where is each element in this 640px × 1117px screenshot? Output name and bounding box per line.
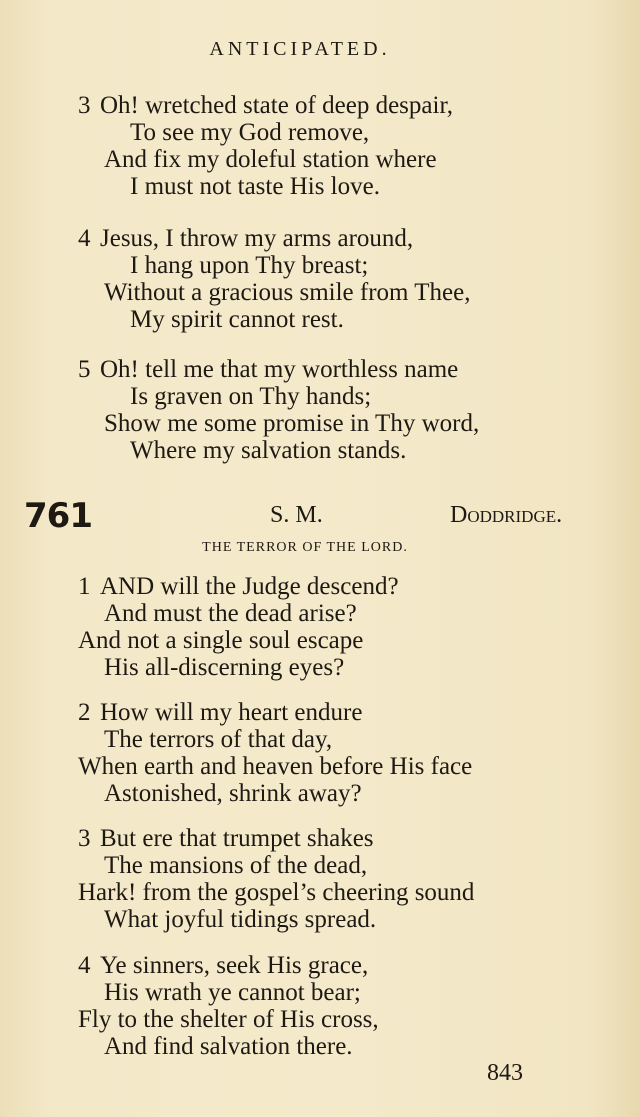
verse-line: 1 AND will the Judge descend? (78, 573, 399, 600)
verse-line: I must not taste His love. (130, 173, 380, 200)
verse-line: Show me some promise in Thy word, (104, 410, 480, 437)
verse-line: 2 How will my heart endure (78, 699, 363, 726)
verse-line: When earth and heaven before His face (78, 753, 473, 780)
verse-line: The mansions of the dead, (104, 852, 368, 879)
verse-line: Hark! from the gospel’s cheering sound (78, 879, 475, 906)
verse-line: To see my God remove, (130, 119, 370, 146)
verse-number: 1 (78, 573, 91, 600)
hymn-author: Doddridge. (450, 502, 563, 528)
verse-line: His all-discerning eyes? (104, 654, 345, 681)
verse-line: 4 Jesus, I throw my arms around, (78, 225, 414, 252)
hymn-meter: S. M. (270, 502, 323, 528)
verse-line: 3 But ere that trumpet shakes (78, 825, 374, 852)
hymn-title: THE TERROR OF THE LORD. (202, 540, 408, 555)
verse-number: 5 (78, 356, 91, 383)
hymn-number: 761 (24, 496, 92, 536)
verse-line: Astonished, shrink away? (104, 780, 362, 807)
verse-number: 4 (78, 952, 91, 979)
verse-line: What joyful tidings spread. (104, 906, 377, 933)
verse-line: And must the dead arise? (104, 600, 357, 627)
verse-line: I hang upon Thy breast; (130, 252, 369, 279)
verse-number: 3 (78, 92, 91, 119)
verse-line: And fix my doleful station where (104, 146, 437, 173)
verse-number: 3 (78, 825, 91, 852)
verse-line: His wrath ye cannot bear; (104, 979, 361, 1006)
verse-line: And not a single soul escape (78, 627, 364, 654)
verse-number: 2 (78, 699, 91, 726)
verse-line: Fly to the shelter of His cross, (78, 1006, 379, 1033)
verse-line: My spirit cannot rest. (130, 306, 344, 333)
page-number: 843 (487, 1060, 523, 1086)
verse-line: Where my salvation stands. (130, 437, 407, 464)
verse-line: Without a gracious smile from Thee, (104, 279, 471, 306)
verse-line: Is graven on Thy hands; (130, 383, 372, 410)
page-header: ANTICIPATED. (209, 38, 391, 60)
verse-line: 5 Oh! tell me that my worthless name (78, 356, 459, 383)
verse-line: The terrors of that day, (104, 726, 333, 753)
verse-line: And find salvation there. (104, 1033, 353, 1060)
verse-line: 3 Oh! wretched state of deep despair, (78, 92, 454, 119)
verse-number: 4 (78, 225, 91, 252)
verse-line: 4 Ye sinners, seek His grace, (78, 952, 369, 979)
